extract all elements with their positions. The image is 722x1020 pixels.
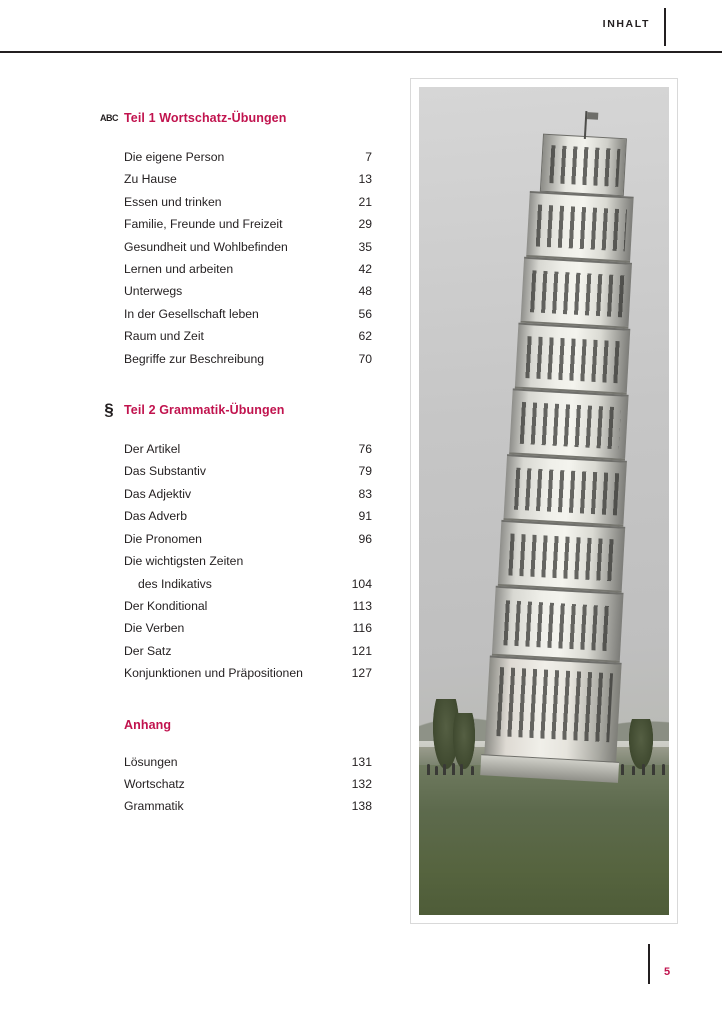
toc-entry-label: Lernen und arbeiten: [124, 262, 234, 277]
toc-entry-label: Der Artikel: [124, 442, 181, 457]
section-title: Teil 2 Grammatik-Übungen: [124, 403, 285, 418]
page-header: [0, 0, 722, 52]
tower-tier: [520, 257, 632, 329]
toc-entry-page: 132: [351, 776, 372, 791]
toc-entry[interactable]: [124, 146, 372, 168]
toc-entry[interactable]: [124, 213, 372, 235]
toc-entry-page: 116: [352, 621, 372, 636]
belfry-arches: [546, 145, 620, 187]
toc-entry-label: Grammatik: [124, 799, 184, 814]
toc-entry-page: 35: [358, 239, 372, 254]
tower-belfry: [540, 134, 627, 197]
section-title: Anhang: [124, 717, 172, 732]
toc-entry-label: Das Adjektiv: [124, 486, 192, 501]
toc-entry-label: Die wichtigsten Zeiten: [124, 554, 244, 569]
header-vertical-rule: [664, 8, 666, 46]
toc-entry[interactable]: [124, 483, 372, 505]
toc-entry-label: Die Verben: [124, 621, 185, 636]
toc-entry-label: Raum und Zeit: [124, 329, 204, 344]
toc-entry-page: 91: [358, 509, 372, 524]
toc-entry-page: 113: [352, 598, 372, 613]
toc-entry-label: Die eigene Person: [124, 150, 225, 164]
footer-vertical-rule: [648, 944, 650, 984]
toc-entry-label: Familie, Freunde und Freizeit: [124, 217, 283, 232]
toc-entry-label: Das Adverb: [124, 509, 188, 524]
lawn: [419, 765, 669, 915]
header-horizontal-rule: [0, 51, 722, 53]
toc-entry-label: des Indikativs: [138, 576, 212, 591]
toc-entry-page: 121: [351, 643, 372, 658]
toc-entry-page: 83: [358, 486, 372, 501]
toc-entry-label: Konjunktionen und Präpositionen: [124, 666, 303, 681]
toc-entry-label: Zu Hause: [124, 172, 177, 187]
toc-entry-label: Begriffe zur Beschreibung: [124, 351, 265, 366]
toc-entry-page: 21: [358, 194, 372, 209]
toc-entry-label: Das Substantiv: [124, 464, 206, 479]
toc-entry-page: 138: [351, 799, 372, 814]
toc-entry[interactable]: [124, 258, 372, 280]
toc-entry-page: 13: [358, 172, 372, 187]
toc-list-anhang: [124, 751, 372, 818]
table-of-contents: [100, 108, 372, 848]
tower-tier: [509, 388, 629, 460]
toc-entry-label: Lösungen: [124, 754, 178, 769]
toc-entry-page: 131: [351, 754, 372, 769]
toc-list-teil-2: [124, 438, 372, 684]
toc-entry[interactable]: [124, 505, 372, 527]
toc-entry[interactable]: [124, 773, 372, 795]
section-title: Teil 1 Wortschatz-Übungen: [124, 111, 287, 125]
toc-entry[interactable]: [124, 617, 372, 639]
toc-entry[interactable]: [124, 550, 372, 572]
toc-entry[interactable]: [124, 795, 372, 817]
toc-entry-page: 79: [358, 464, 372, 479]
toc-entry-page: 7: [365, 150, 372, 164]
toc-entry[interactable]: [124, 438, 372, 460]
toc-entry[interactable]: [124, 303, 372, 325]
page-number: 5: [664, 966, 671, 978]
tower-tier: [526, 191, 634, 263]
toc-entry-page: 29: [358, 217, 372, 232]
section-heading-anhang: [124, 715, 372, 735]
paragraph-icon: §: [104, 400, 114, 420]
abc-icon: ABC: [100, 113, 118, 123]
leaning-tower-of-pisa-photo: [419, 87, 669, 915]
toc-entry-page: 76: [358, 442, 372, 457]
toc-entry[interactable]: [124, 325, 372, 347]
toc-entry[interactable]: [124, 573, 372, 595]
toc-entry-label: Der Konditional: [124, 598, 208, 613]
toc-entry[interactable]: [124, 168, 372, 190]
toc-entry-label: In der Gesellschaft leben: [124, 306, 259, 321]
tower-tier: [503, 454, 626, 527]
toc-entry-page: 96: [358, 531, 372, 546]
toc-entry-label: Unterwegs: [124, 284, 183, 299]
toc-entry-label: Gesundheit und Wohlbefinden: [124, 239, 288, 254]
toc-entry[interactable]: [124, 640, 372, 662]
toc-entry-page: 48: [358, 284, 372, 299]
toc-entry-label: Wortschatz: [124, 776, 185, 791]
toc-entry-page: 62: [358, 329, 372, 344]
toc-entry-label: Der Satz: [124, 643, 172, 658]
tower-tier: [498, 520, 625, 593]
toc-entry[interactable]: [124, 460, 372, 482]
toc-entry[interactable]: [124, 528, 372, 550]
toc-entry[interactable]: [124, 662, 372, 684]
toc-entry-label: Essen und trinken: [124, 194, 222, 209]
toc-entry-page: 56: [358, 306, 372, 321]
header-title: INHALT: [602, 18, 650, 30]
toc-entry-page: 104: [351, 576, 372, 591]
toc-entry[interactable]: [124, 191, 372, 213]
tower-tier: [492, 586, 624, 663]
section-heading-teil-2: [104, 400, 372, 420]
photo-frame: [410, 78, 678, 924]
toc-entry[interactable]: [124, 280, 372, 302]
toc-entry[interactable]: [124, 348, 372, 370]
toc-entry[interactable]: [124, 595, 372, 617]
tower-tier: [515, 323, 631, 395]
flag: [587, 112, 598, 120]
section-heading-teil-1: [100, 108, 372, 128]
toc-entry-page: 127: [351, 666, 372, 681]
toc-list-teil-1: [124, 146, 372, 370]
toc-entry-page: 70: [358, 351, 372, 366]
toc-entry[interactable]: [124, 751, 372, 773]
toc-entry-page: 42: [358, 262, 372, 277]
toc-entry-label: Die Pronomen: [124, 531, 202, 546]
toc-entry[interactable]: [124, 236, 372, 258]
